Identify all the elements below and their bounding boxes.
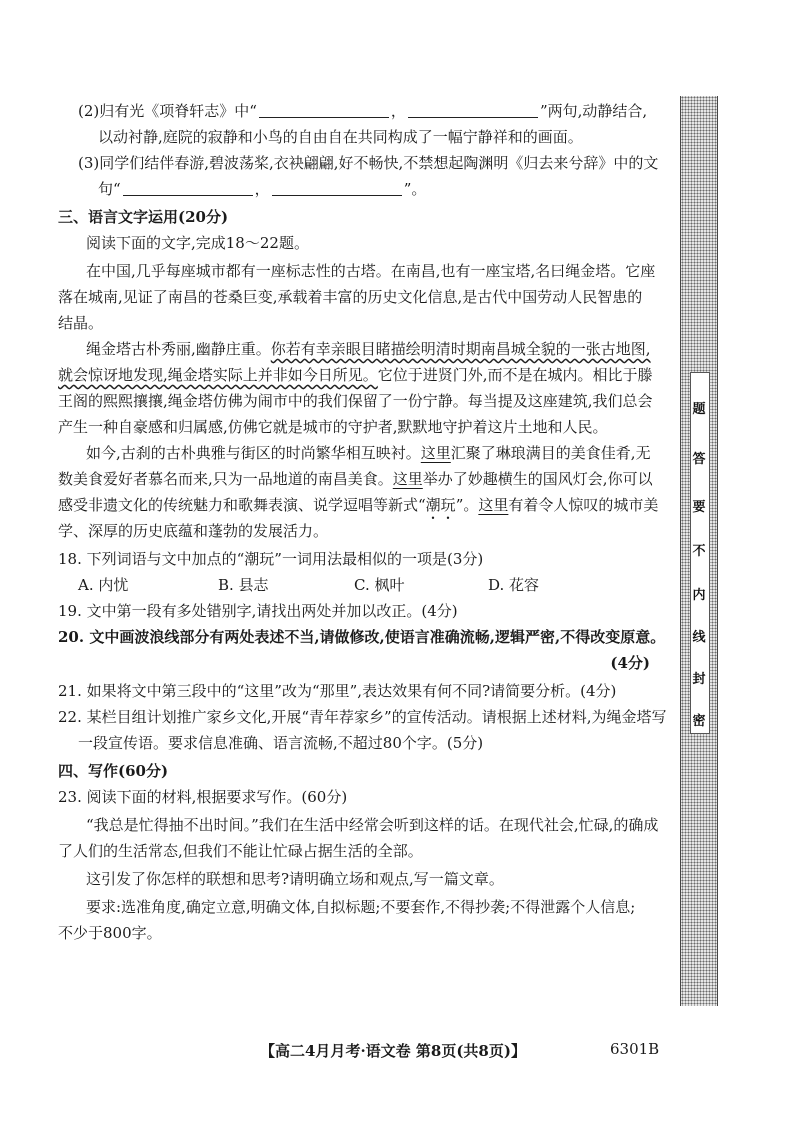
passage-p3-l2: 数美食爱好者慕名而来,只为一品地道的南昌美食。这里举办了妙趣横生的国风灯会,你可以 (58, 470, 653, 488)
question-20-score: (4分) (610, 654, 650, 672)
wavy-underline-text: 就会惊讶地发现,绳金塔实际上并非如今日所见。 (58, 366, 378, 384)
binding-char: 题 (692, 402, 706, 417)
dotted-chaowan: 潮玩 (425, 496, 456, 514)
passage-p3-l4: 学、深厚的历史底蕴和蓬勃的发展活力。 (58, 522, 329, 540)
binding-char: 要 (692, 500, 706, 515)
question-2-line2: 以动衬静,庭院的寂静和小鸟的自由自在共同构成了一幅宁静祥和的画面。 (98, 128, 583, 146)
option-a[interactable]: A. 内忧 (78, 576, 129, 594)
option-d[interactable]: D. 花容 (488, 576, 540, 594)
answer-blank[interactable] (272, 180, 402, 196)
passage-p1-l3: 结晶。 (58, 314, 104, 332)
paper-code: 6301B (610, 1040, 660, 1058)
passage-p1-l2: 落在城南,见证了南昌的苍桑巨变,承载着丰富的历史文化信息,是古代中国劳动人民智患的 (58, 288, 643, 306)
page-footer: 【高二4月月考·语文卷 第8页(共8页)】 (260, 1042, 526, 1060)
question-21: 21. 如果将文中第三段中的“这里”改为“那里”,表达效果有何不同?请简要分析。(4分) (58, 682, 617, 700)
underlined-zheli: 这里 (420, 444, 451, 462)
question-19: 19. 文中第一段有多处错别字,请找出两处并加以改正。(4分) (58, 602, 458, 620)
binding-char: 不 (692, 544, 706, 559)
binding-char: 密 (692, 714, 706, 729)
material-l3: 这引发了你怎样的联想和思考?请明确立场和观点,写一篇文章。 (86, 870, 504, 888)
answer-blank[interactable] (408, 102, 538, 118)
binding-char: 答 (692, 452, 706, 467)
question-23: 23. 阅读下面的材料,根据要求写作。(60分) (58, 788, 348, 806)
question-18-options (78, 572, 688, 598)
question-18: 18. 下列词语与文中加点的“潮玩”一词用法最相似的一项是(3分) (58, 550, 484, 568)
question-3: (3)同学们结伴春游,碧波荡桨,衣袂翩翩,好不畅快,不禁想起陶渊明《归去来兮辞》中的文 (78, 154, 659, 172)
material-l1: “我总是忙得抽不出时间。”我们在生活中经常会听到这样的话。在现代社会,忙碌,的确成 (86, 816, 659, 834)
underlined-zheli: 这里 (478, 496, 509, 514)
requirements-l1: 要求:选准角度,确定立意,明确文体,自拟标题;不要套作,不得抄袭;不得泄露个人信息; (86, 898, 636, 916)
binding-char: 封 (692, 672, 706, 687)
passage-p3-l3: 感受非遗文化的传统魅力和歌舞表演、说学逗唱等新式“潮玩”。这里有着令人惊叹的城市美 (58, 496, 659, 514)
section-4-heading: 四、写作(60分) (58, 762, 169, 780)
answer-blank[interactable] (123, 180, 253, 196)
passage-p2-l2: 就会惊讶地发现,绳金塔实际上并非如今日所见。它位于进贤门外,而不是在城内。相比于滕 (58, 366, 653, 384)
section-3-heading: 三、语言文字运用(20分) (58, 208, 229, 226)
question-2: (2)归有光《项脊轩志》中“ ， ”两句,动静结合, (78, 102, 648, 120)
requirements-l2: 不少于800字。 (58, 924, 162, 942)
option-b[interactable]: B. 县志 (218, 576, 269, 594)
binding-char: 线 (692, 630, 706, 645)
wavy-underline-text: 你若有幸亲眼目睹描绘明清时期南昌城全貌的一张古地图, (270, 340, 651, 358)
binding-char: 内 (692, 588, 706, 603)
passage-p2-l4: 产生一种自豪感和归属感,仿佛它就是城市的守护者,默默地守护着这片土地和人民。 (58, 418, 608, 436)
passage-p2-l3: 王阁的熙熙攘攘,绳金塔仿佛为闹市中的我们保留了一份宁静。每当提及这座建筑,我们总会 (58, 392, 653, 410)
question-22-line2: 一段宣传语。要求信息准确、语言流畅,不超过80个字。(5分) (78, 734, 484, 752)
question-3-line2: 句“ ， ”。 (98, 180, 427, 198)
material-l2: 了人们的生活常态,但我们不能让忙碌占据生活的全部。 (58, 842, 423, 860)
question-20: 20. 文中画波浪线部分有两处表述不当,请做修改,使语言准确流畅,逻辑严密,不得改变原意。 (58, 628, 666, 646)
passage-p3-l1: 如今,古刹的古朴典雅与街区的时尚繁华相互映衬。这里汇聚了琳琅满目的美食佳肴,无 (86, 444, 651, 462)
passage-p2-l1: 绳金塔古朴秀丽,幽静庄重。你若有幸亲眼目睹描绘明清时期南昌城全貌的一张古地图, (86, 340, 651, 358)
underlined-zheli: 这里 (392, 470, 423, 488)
answer-blank[interactable] (259, 102, 389, 118)
passage-p1-l1: 在中国,几乎每座城市都有一座标志性的古塔。在南昌,也有一座宝塔,名曰绳金塔。它座 (86, 262, 656, 280)
section-3-intro: 阅读下面的文字,完成18～22题。 (86, 234, 309, 252)
question-22: 22. 某栏目组计划推广家乡文化,开展“青年荐家乡”的宣传活动。请根据上述材料,为绳金塔写 (58, 708, 667, 726)
option-c[interactable]: C. 枫叶 (354, 576, 405, 594)
